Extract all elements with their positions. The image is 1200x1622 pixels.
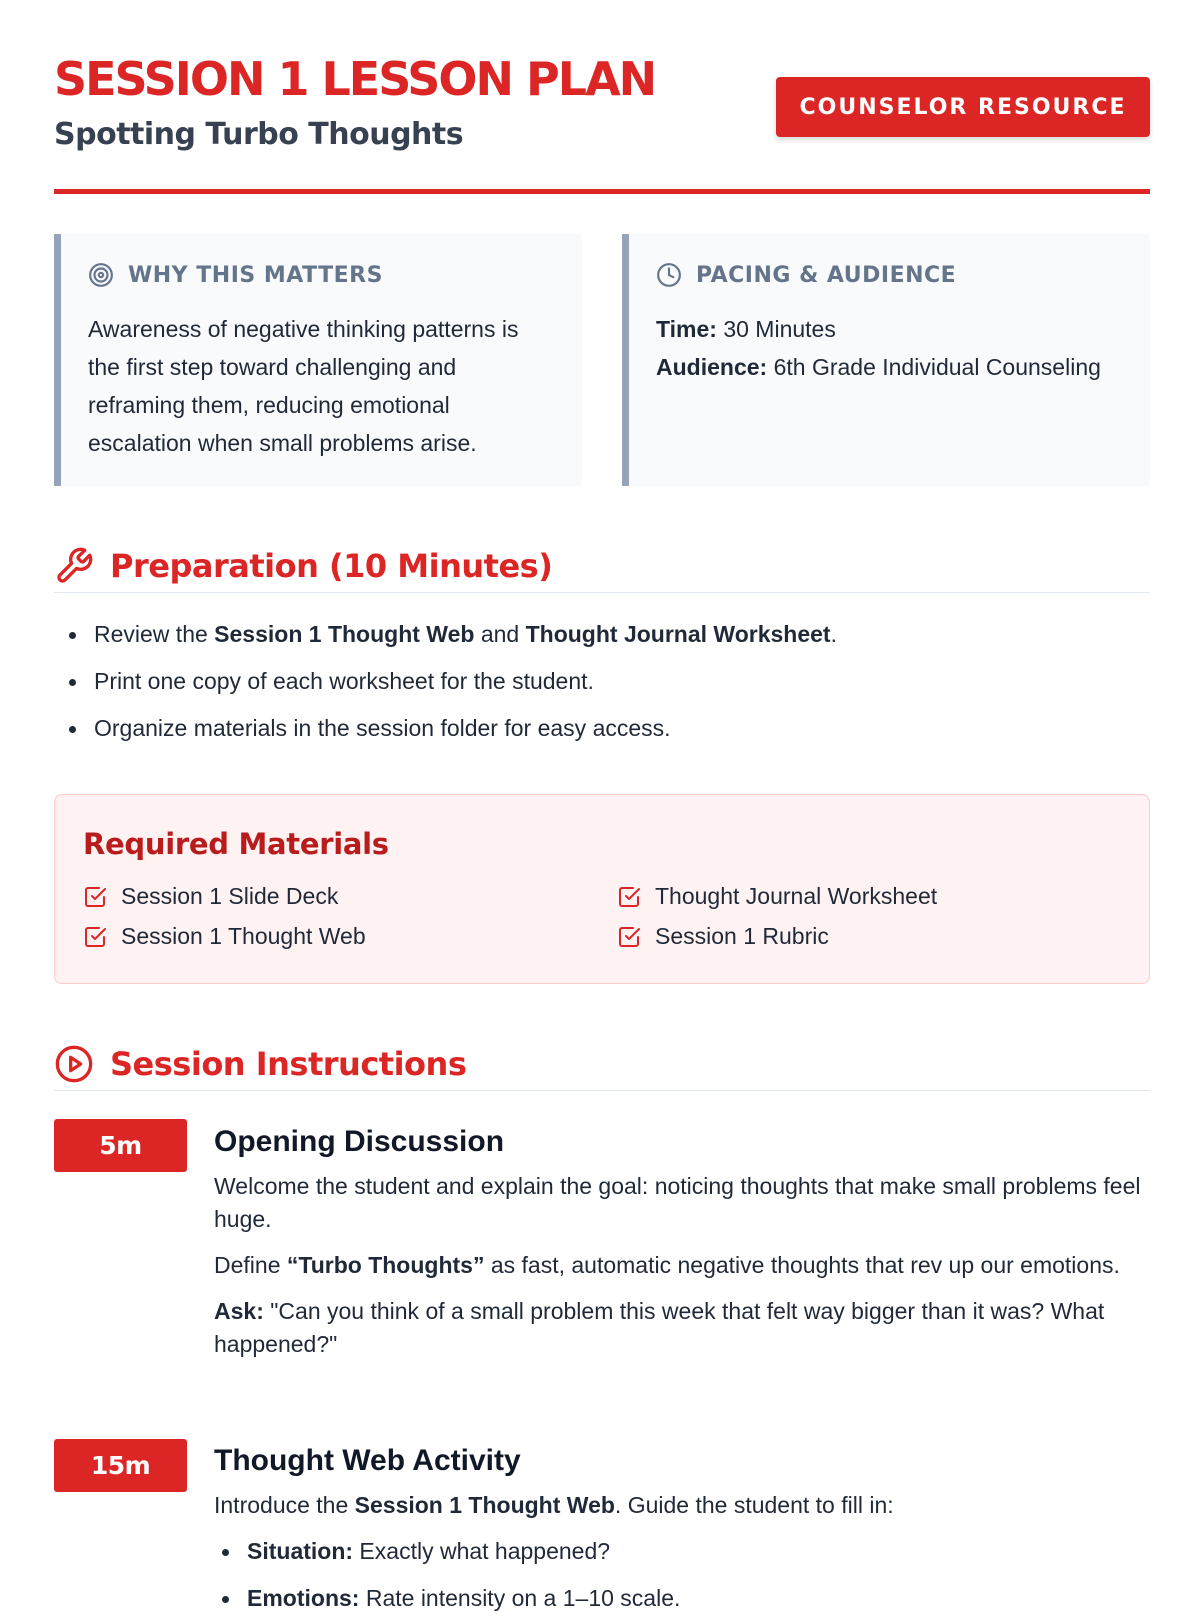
- page-header: [54, 0, 1150, 194]
- instructions-section-head: [54, 1038, 1150, 1091]
- preparation-section-head: [54, 540, 1150, 593]
- page-title: SESSION 1 LESSON PLAN: [54, 52, 656, 106]
- material-item: Session 1 Thought Web: [83, 923, 366, 950]
- material-item: Session 1 Rubric: [617, 923, 829, 950]
- step-list: [214, 1528, 1150, 1622]
- info-row: [54, 234, 1150, 486]
- why-heading: WHY THIS MATTERS: [128, 262, 383, 288]
- why-heading-row: [88, 262, 552, 288]
- pacing-heading-row: [656, 262, 1120, 288]
- time-value: 30 Minutes: [716, 316, 836, 342]
- list-item: Organize materials in the session folder for easy access.: [94, 705, 837, 752]
- why-this-matters-box: [54, 234, 582, 486]
- pacing-time: [656, 310, 1120, 348]
- required-materials-box: [54, 794, 1150, 984]
- audience-value: 6th Grade Individual Counseling: [767, 354, 1101, 380]
- time-label: Time:: [656, 316, 717, 342]
- checkbox-icon: [617, 925, 641, 949]
- instructions-heading: Session Instructions: [110, 1045, 467, 1083]
- preparation-heading: Preparation (10 Minutes): [110, 547, 553, 585]
- material-item: Session 1 Slide Deck: [83, 883, 338, 910]
- list-item: Review the Session 1 Thought Web and Thought Journal Worksheet.: [94, 611, 837, 658]
- step-duration-badge: 15m: [54, 1439, 187, 1492]
- step-thought-web-activity: [214, 1443, 1150, 1622]
- step-paragraph: Introduce the Session 1 Thought Web. Guide the student to fill in:: [214, 1492, 894, 1518]
- audience-label: Audience:: [656, 354, 768, 380]
- target-icon: [88, 262, 114, 288]
- wrench-icon: [54, 546, 94, 586]
- checkbox-icon: [617, 885, 641, 909]
- materials-heading: Required Materials: [83, 827, 389, 861]
- why-text: Awareness of negative thinking patterns is the first step toward challenging and reframing them, reducing emotional escalation when small problems arise.: [88, 316, 519, 456]
- list-item: Print one copy of each worksheet for the student.: [94, 658, 837, 705]
- step-paragraph: Welcome the student and explain the goal: noticing thoughts that make small problems feel huge.: [214, 1173, 1141, 1232]
- checkbox-icon: [83, 885, 107, 909]
- step-paragraph: Ask: "Can you think of a small problem this week that felt way bigger than it was? What happened?": [214, 1298, 1105, 1357]
- material-item: Thought Journal Worksheet: [617, 883, 937, 910]
- checkbox-icon: [83, 925, 107, 949]
- step-title: Opening Discussion: [214, 1125, 505, 1158]
- lesson-plan-page: [54, 0, 1150, 1611]
- pacing-heading: PACING & AUDIENCE: [696, 262, 957, 288]
- step-paragraph: Define “Turbo Thoughts” as fast, automatic negative thoughts that rev up our emotions.: [214, 1252, 1120, 1278]
- page-subtitle: Spotting Turbo Thoughts: [54, 117, 464, 152]
- step-opening-discussion: [214, 1124, 1150, 1361]
- clock-icon: [656, 262, 682, 288]
- list-item: Situation: Exactly what happened?: [247, 1528, 1150, 1575]
- step-duration-badge: 5m: [54, 1119, 187, 1172]
- pacing-audience-box: [622, 234, 1150, 486]
- preparation-list: [54, 611, 837, 752]
- list-item: Emotions: Rate intensity on a 1–10 scale.: [247, 1575, 1150, 1622]
- play-circle-icon: [54, 1044, 94, 1084]
- pacing-audience: [656, 348, 1120, 386]
- counselor-resource-badge: COUNSELOR RESOURCE: [776, 77, 1150, 137]
- step-title: Thought Web Activity: [214, 1444, 521, 1477]
